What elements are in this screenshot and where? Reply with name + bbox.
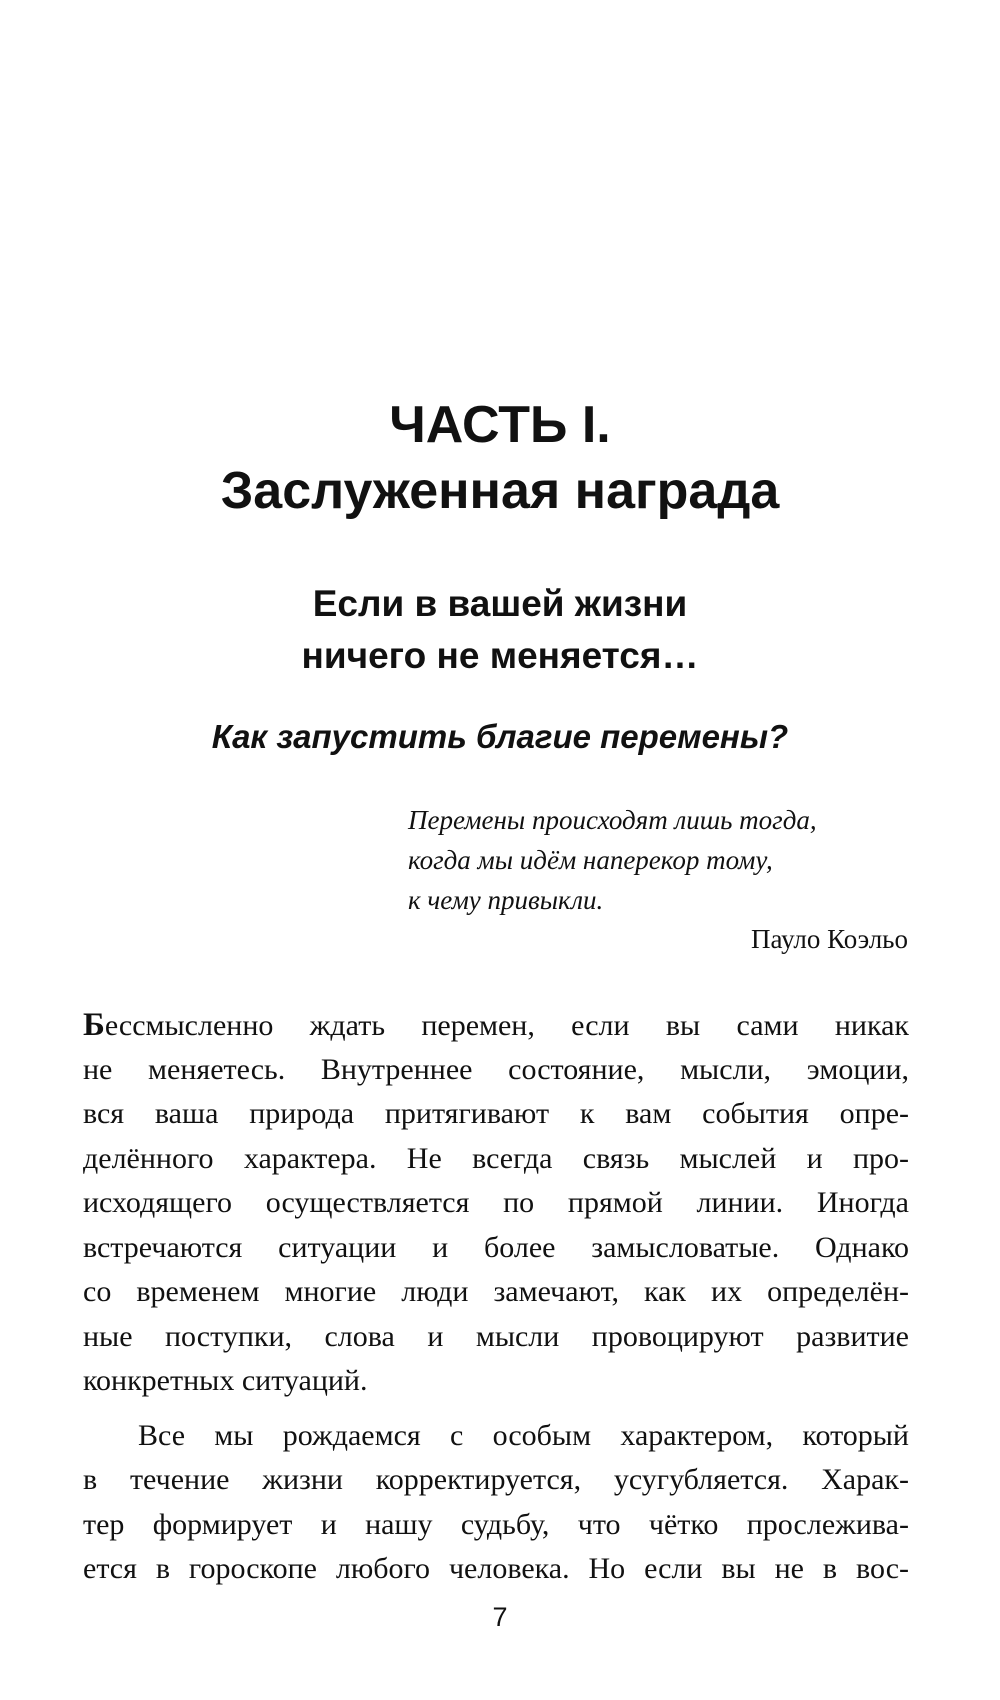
paragraph-1-line: конкретных ситуаций. <box>83 1364 368 1397</box>
paragraph-1-line: встречаются ситуации и более замысловатые. Однако <box>83 1230 909 1264</box>
paragraph-2-line: ется в гороскопе любого человека. Но если вы не в вос- <box>83 1552 909 1585</box>
paragraph-1-line: со временем многие люди замечают, как их определён- <box>83 1275 909 1308</box>
drop-cap: Б <box>83 1007 105 1043</box>
body-text <box>83 1003 909 1592</box>
part-title: Заслуженная награда <box>220 462 780 520</box>
paragraph-1-line: исходящего осуществляется по прямой линии. Иногда <box>83 1186 909 1219</box>
section-subtitle: Как запустить благие перемены? <box>211 718 789 755</box>
chapter-heading <box>0 578 1000 682</box>
paragraph-1-line: ные поступки, слова и мысли провоцируют развитие <box>83 1319 909 1353</box>
epigraph-line: Перемены происходят лишь тогда, <box>408 805 817 835</box>
paragraph-2-line: тер формирует и нашу судьбу, что чётко прослежива- <box>83 1507 909 1541</box>
chapter-title-line-1: Если в вашей жизни <box>312 583 688 624</box>
paragraph-1-line-text: ессмысленно ждать перемен, если вы сами никак <box>104 1009 909 1042</box>
paragraph-2-line: Все мы рождаемся с особым характером, который <box>138 1418 909 1452</box>
paragraph-1-line: не меняетесь. Внутреннее состояние, мысли, эмоции, <box>83 1052 909 1086</box>
epigraph-line: когда мы идём наперекор тому, <box>408 845 773 875</box>
paragraph-2-line: в течение жизни корректируется, усугубляется. Харак- <box>83 1463 909 1496</box>
part-number: ЧАСТЬ I. <box>389 396 611 454</box>
chapter-title-line-2: ничего не меняется… <box>301 635 699 676</box>
paragraph-gap <box>83 1404 909 1414</box>
paragraph-1-line: делённого характера. Не всегда связь мыслей и про- <box>83 1141 909 1175</box>
epigraph-author: Пауло Коэльо <box>750 924 908 954</box>
paragraph-1-line: вся ваша природа притягивают к вам события опре- <box>83 1097 909 1130</box>
page-number: 7 <box>492 1602 508 1632</box>
paragraph-1-line <box>83 1003 909 1048</box>
part-heading <box>0 392 1000 524</box>
epigraph-line: к чему привыкли. <box>408 885 604 915</box>
epigraph-quote <box>408 800 908 920</box>
